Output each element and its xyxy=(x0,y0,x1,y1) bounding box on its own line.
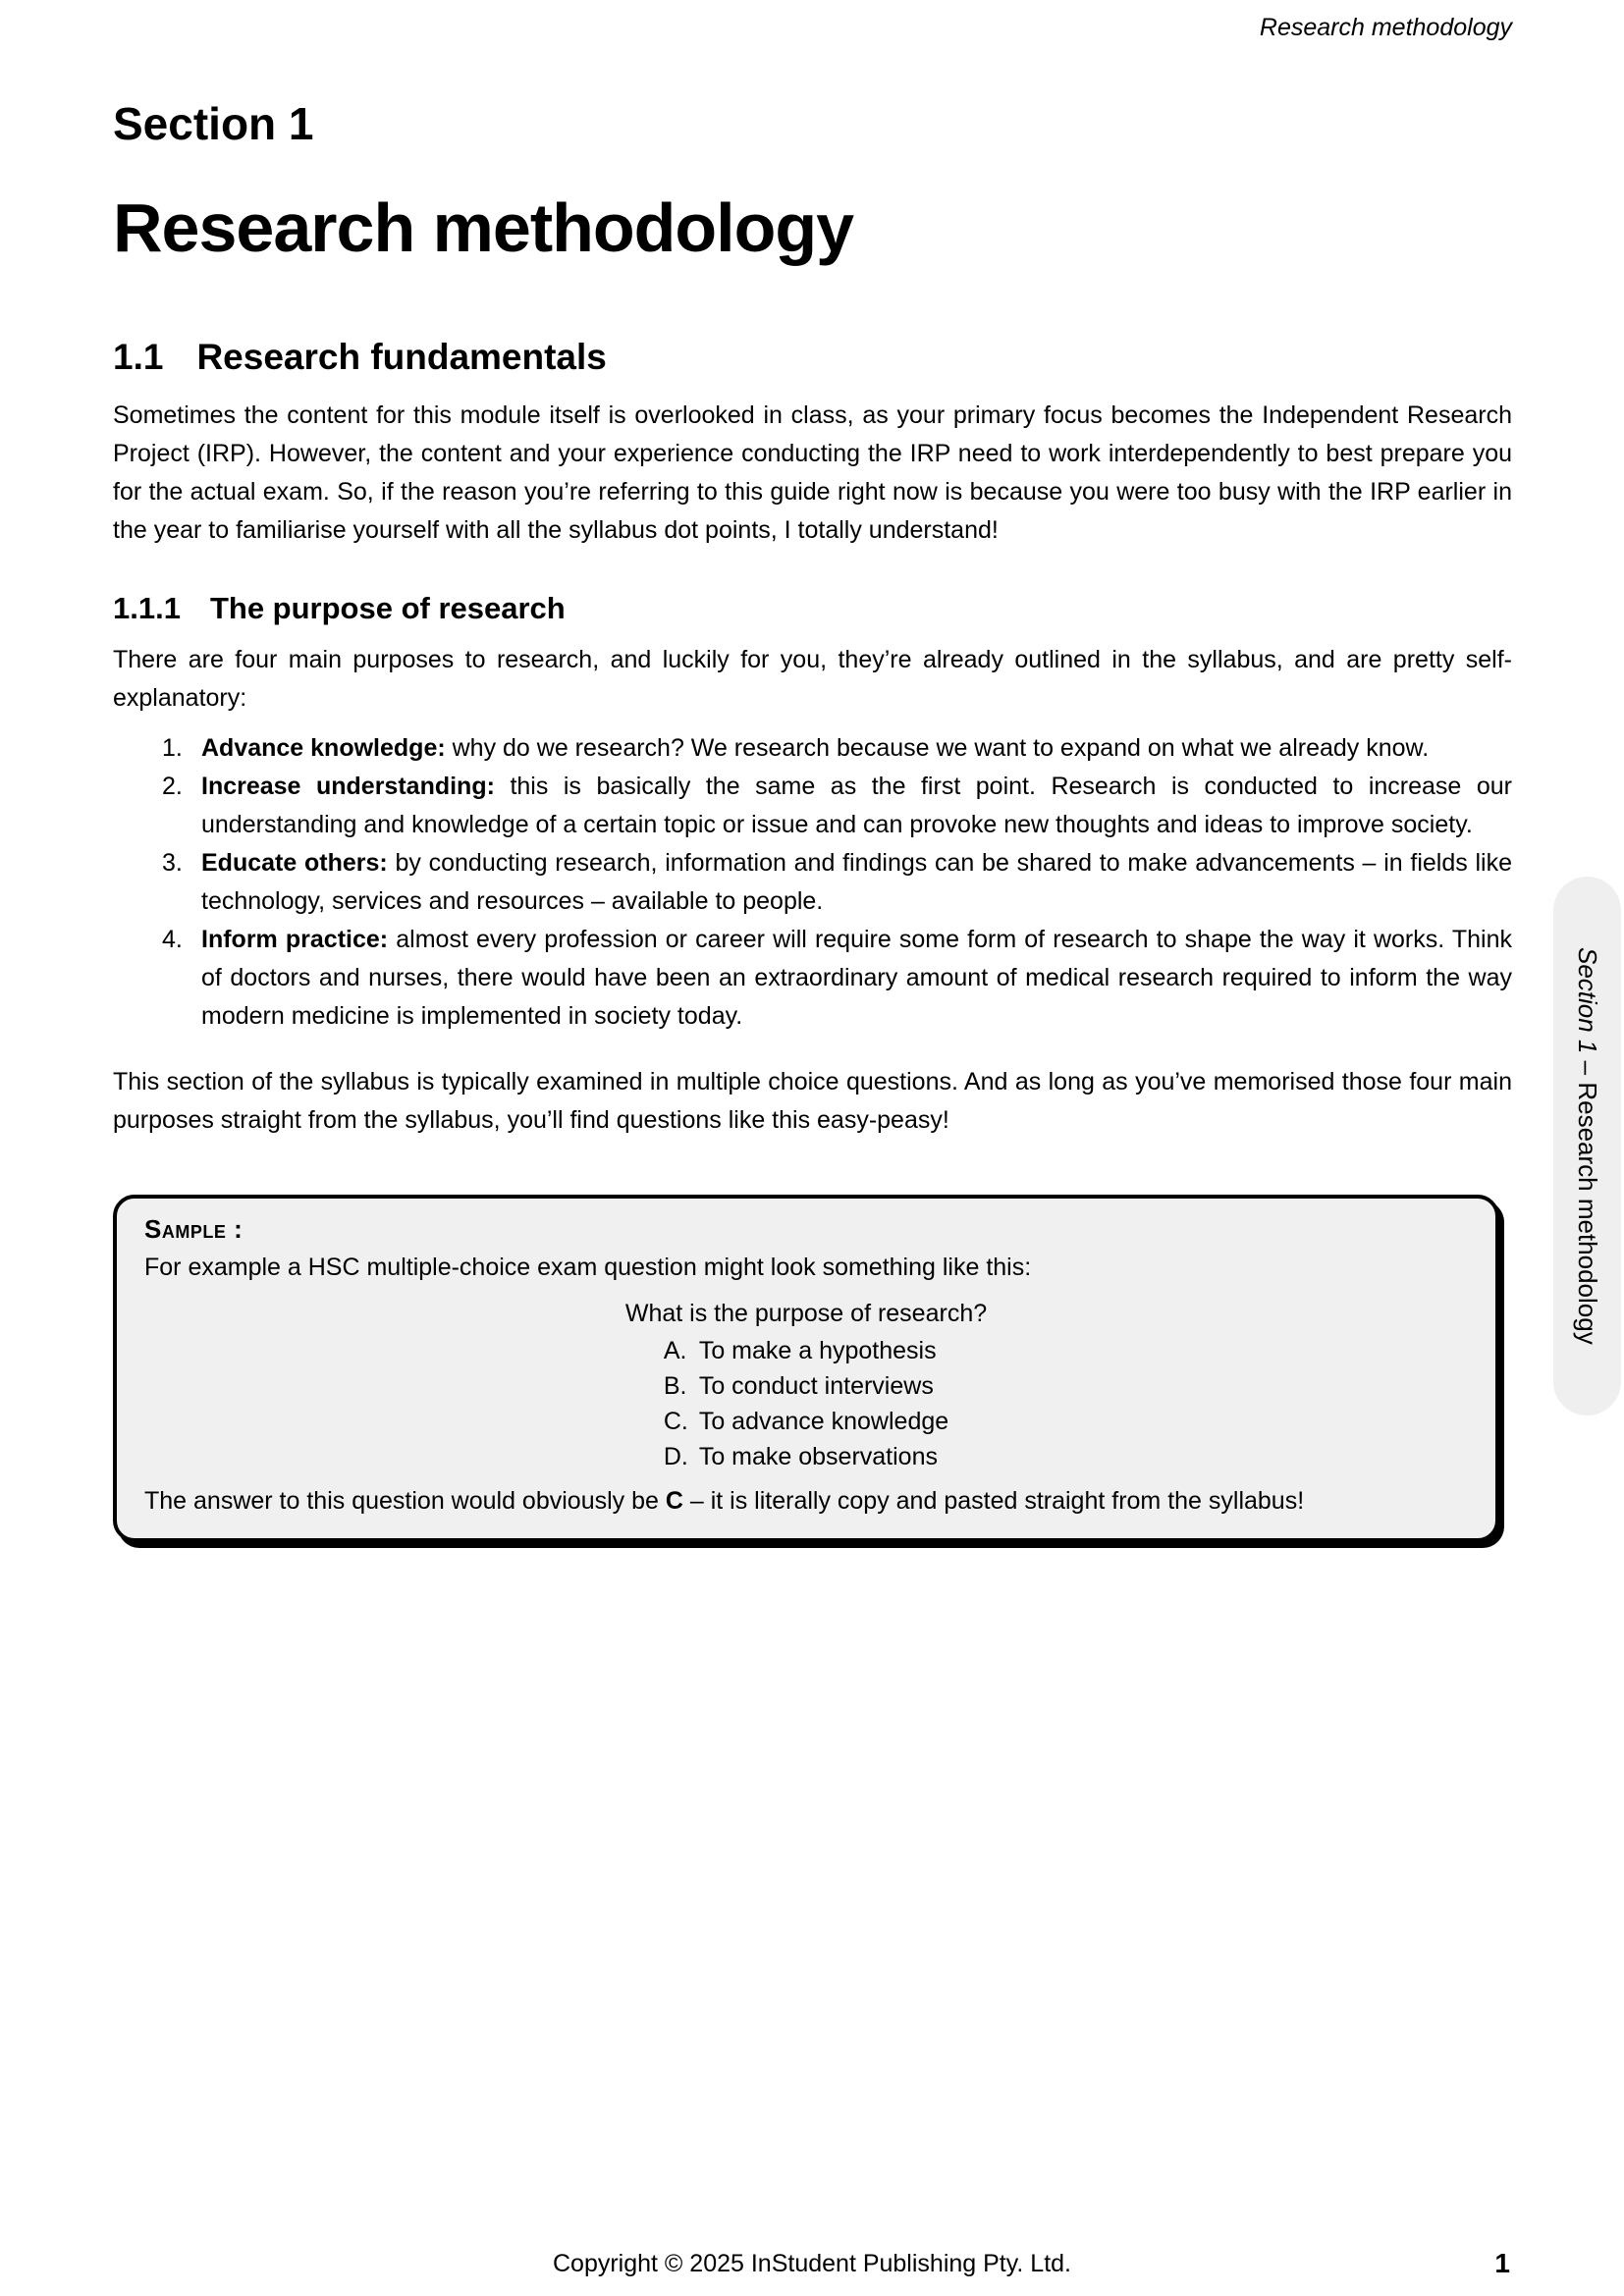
option-a xyxy=(664,1333,948,1368)
list-item-text: this is basically the same as the first point. Research is conducted to increase our understanding and knowledge of a certain topic or issue and can provoke new thoughts and ideas to improve society. xyxy=(201,773,1512,839)
page-title: Research methodology xyxy=(113,188,854,266)
list-item xyxy=(113,844,1512,921)
list-item-number: 4. xyxy=(162,926,183,954)
side-tab-title: Research methodology xyxy=(1573,1082,1602,1345)
option-d xyxy=(664,1439,948,1474)
sample-answer xyxy=(144,1482,1468,1521)
option-d-text: To make observations xyxy=(698,1443,938,1471)
list-item-label: Educate others: xyxy=(201,849,388,878)
heading-1-1-1-number: 1.1.1 xyxy=(113,590,181,625)
running-header: Research methodology xyxy=(1259,14,1512,41)
list-item-number: 3. xyxy=(162,849,183,878)
option-a-text: To make a hypothesis xyxy=(698,1337,937,1365)
list-item-label: Advance knowledge: xyxy=(201,734,446,763)
section-side-tab xyxy=(1553,877,1621,1415)
option-b-text: To conduct interviews xyxy=(698,1372,934,1401)
list-item-text: why do we research? We research because we want to expand on what we already know. xyxy=(452,734,1430,763)
list-item-label: Increase understanding: xyxy=(201,773,495,801)
list-item xyxy=(113,768,1512,844)
main-content xyxy=(113,0,1512,1542)
option-c-letter: C. xyxy=(663,1408,688,1436)
heading-1-1-1 xyxy=(113,591,1512,626)
sample-question: What is the purpose of research? xyxy=(624,1300,988,1328)
list-item-text: almost every profession or career will require some form of research to shape the way it works. Think of doctors and nurses, there would have been an extraordinary amount of medical research required to inform the way modern medicine is implemented in society today. xyxy=(201,926,1513,1031)
option-b-letter: B. xyxy=(663,1372,687,1401)
answer-letter: C xyxy=(665,1487,683,1516)
heading-1-1-number: 1.1 xyxy=(113,337,164,378)
list-item-label: Inform practice: xyxy=(201,926,389,954)
footer-copyright: Copyright © 2025 InStudent Publishing Pty. Ltd. xyxy=(552,2250,1071,2277)
purpose-list xyxy=(113,729,1512,1036)
side-tab-section: Section 1 xyxy=(1573,947,1602,1054)
option-b xyxy=(664,1368,948,1404)
section-label: Section 1 xyxy=(113,98,314,149)
paragraph-purpose-outro: This section of the syllabus is typically examined in multiple choice questions. And as long as you’ve memorised those four main purposes straight from the syllabus, you’ll find questions like this easy-peasy! xyxy=(113,1068,1512,1135)
list-item-number: 2. xyxy=(162,773,183,801)
side-tab-separator: – xyxy=(1573,1053,1602,1083)
answer-text-post: – it is literally copy and pasted straight from the syllabus! xyxy=(682,1487,1305,1516)
list-item-number: 1. xyxy=(162,734,183,763)
heading-1-1-1-title: The purpose of research xyxy=(209,590,566,625)
option-c-text: To advance knowledge xyxy=(698,1408,949,1436)
sample-box-label: Sample : xyxy=(144,1214,244,1245)
footer-page-number: 1 xyxy=(1494,2248,1510,2278)
paragraph-purpose-intro: There are four main purposes to research, and luckily for you, they’re already outlined in the syllabus, and are pretty self-explanatory: xyxy=(113,646,1512,713)
list-item xyxy=(113,729,1512,768)
list-item-text: by conducting research, information and findings can be shared to make advancements – in fields like technology, services and resources – available to people. xyxy=(201,849,1513,916)
option-c xyxy=(664,1404,948,1439)
section-side-tab-text xyxy=(1572,947,1602,1345)
heading-1-1 xyxy=(113,337,1512,379)
option-a-letter: A. xyxy=(663,1337,687,1365)
sample-box xyxy=(113,1195,1499,1542)
paragraph-fundamentals-intro: Sometimes the content for this module itself is overlooked in class, as your primary focus becomes the Independent Research Project (IRP). However, the content and your experience conducting the IRP need to work interdependently to best prepare you for the actual exam. So, if the reason you’re referring to this guide right now is because you were too busy with the IRP earlier in the year to familiarise yourself with all the syllabus dot points, I totally understand! xyxy=(113,400,1512,544)
sample-options xyxy=(664,1333,948,1474)
option-d-letter: D. xyxy=(663,1443,688,1471)
list-item xyxy=(113,921,1512,1036)
answer-text-pre: The answer to this question would obviously be xyxy=(144,1487,666,1516)
heading-1-1-title: Research fundamentals xyxy=(196,337,607,378)
sample-box-intro: For example a HSC multiple-choice exam question might look something like this: xyxy=(144,1254,1032,1282)
